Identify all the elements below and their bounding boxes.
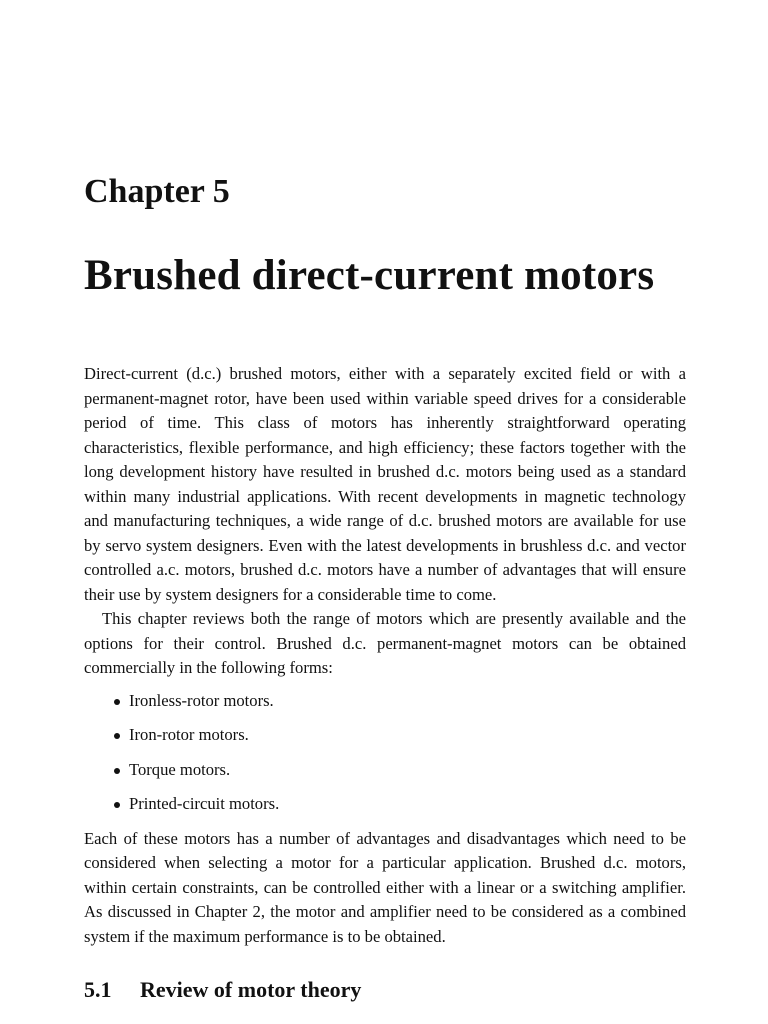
section-title: Review of motor theory — [140, 977, 362, 1002]
list-item — [84, 758, 686, 783]
list-item — [84, 792, 686, 817]
bullet-icon — [114, 699, 120, 705]
closing-paragraph: Each of these motors has a number of advantages and disadvantages which need to be considered when selecting a motor for a particular application. Brushed d.c. motors, within certain constraints, can be controlled either with a linear or a switching amplifier. As discussed in Chapter 2, the motor and amplifier need to be considered as a combined system if the maximum performance is to be obtained. — [84, 828, 686, 946]
section-heading — [84, 974, 361, 1006]
list-item-text: Printed-circuit motors. — [129, 794, 280, 813]
intro-paragraph: Direct-current (d.c.) brushed motors, either with a separately excited field or with a permanent-magnet rotor, have been used within variable speed drives for a considerable period of time. This class of motors has inherently straightforward operating characteristics, flexible performance, and high efficiency; these factors together with the long development history have resulted in brushed d.c. motors being used as a standard within many industrial applications. With recent developments in magnetic technology and manufacturing techniques, a wide range of d.c. brushed motors are available for use by servo system designers. Even with the latest developments in brushless d.c. and vector controlled a.c. motors, brushed d.c. motors have a number of advantages that will ensure their use by system designers for a considerable time to come. — [84, 364, 686, 604]
list-item — [84, 689, 686, 714]
body-text — [84, 362, 686, 949]
bullet-icon — [114, 733, 120, 739]
chapter-label: Chapter 5 — [84, 173, 230, 210]
chapter-title: Brushed direct-current motors — [84, 252, 655, 299]
bullet-icon — [114, 802, 120, 808]
list-item-text: Iron-rotor motors. — [129, 725, 249, 744]
motor-types-list — [84, 689, 686, 817]
list-item-text: Ironless-rotor motors. — [129, 690, 274, 710]
list-item — [84, 723, 686, 748]
review-paragraph: This chapter reviews both the range of motors which are presently available and the options for their control. Brushed d.c. permanent-magnet motors can be obtained commercially in the following forms: — [84, 609, 686, 677]
section-number: 5.1 — [84, 977, 112, 1002]
bullet-icon — [114, 768, 120, 774]
list-item-text: Torque motors. — [129, 759, 231, 779]
